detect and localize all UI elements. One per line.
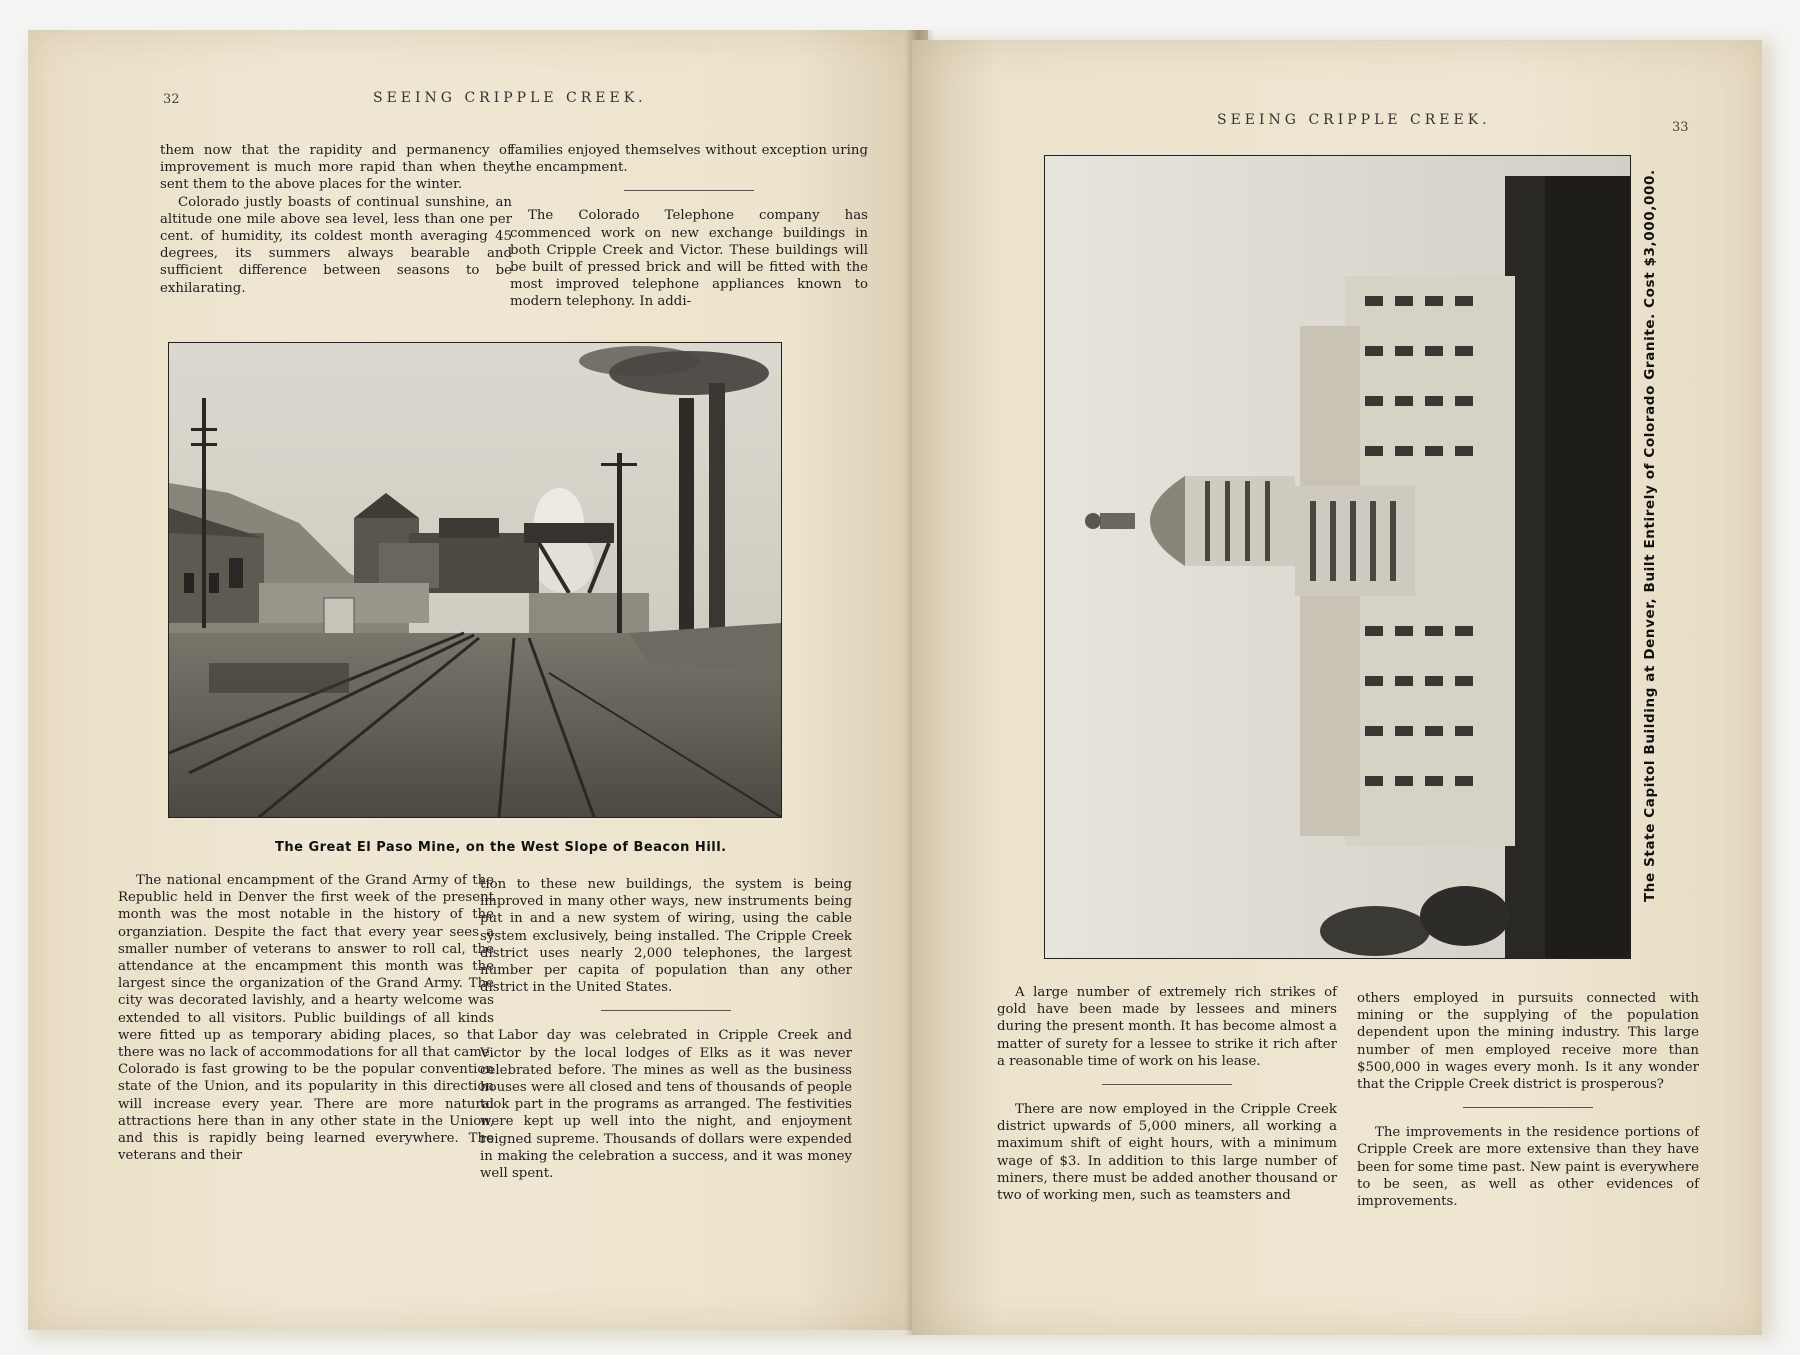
paragraph: families enjoyed themselves without exception uring the encampment. — [510, 143, 868, 176]
paragraph: tion to these new buildings, the system is being improved in many other ways, new instruments being put in and a new system of wiring, using the cable system exclusively, being installed. The Cripple Creek district uses nearly 2,000 telephones, the largest number per capita of population than any other district in the United States. — [480, 877, 852, 996]
paragraph: them now that the rapidity and permanency of improvement is much more rapid than when they sent them to the above places for the winter. — [160, 143, 512, 193]
page-number-left: 32 — [163, 92, 180, 107]
paragraph: Labor day was celebrated in Cripple Creek and Victor by the local lodges of Elks as it was never celebrated before. The mines as well as the business houses were all closed and tens of thousands of people took part in the programs as arranged. The festivities were kept up well into the night, and enjoyment reigned supreme. Thousands of dollars were expended in making the celebration a success, and it was money well spent. — [480, 1028, 852, 1182]
running-head-left: SEEING CRIPPLE CREEK. — [373, 90, 647, 106]
right-bottom-column-1 — [997, 984, 1337, 1204]
running-head-right: SEEING CRIPPLE CREEK. — [1217, 112, 1491, 128]
paragraph: There are now employed in the Cripple Creek district upwards of 5,000 miners, all working a maximum shift of eight hours, with a minimum wage of $3. In addition to this large number of miners, there must be added another thousand or two of working men, such as teamsters and — [997, 1102, 1337, 1204]
section-rule — [624, 190, 754, 191]
capitol-photo-illustration — [1045, 156, 1630, 958]
paragraph: The Colorado Telephone company has commenced work on new exchange buildings in both Cripple Creek and Victor. These buildings will be built of pressed brick and will be fitted with the most improved telephone appliances known to modern telephony. In addi- — [510, 208, 868, 310]
paragraph: The improvements in the residence portions of Cripple Creek are more extensive than they have been for some time past. New paint is everywhere to be seen, as well as other evidences of improvements. — [1357, 1125, 1699, 1210]
state-capitol-photo — [1044, 155, 1631, 959]
page-number-right: 33 — [1672, 120, 1689, 135]
left-top-column-2 — [510, 142, 868, 311]
section-rule — [1102, 1084, 1232, 1085]
left-bottom-column-2 — [480, 876, 852, 1182]
right-bottom-column-2 — [1357, 990, 1699, 1210]
el-paso-photo-caption: The Great El Paso Mine, on the West Slope of Beacon Hill. — [275, 840, 727, 855]
paragraph: others employed in pursuits connected with mining or the supplying of the population dependent upon the mining industry. This large number of men employed receive more than $500,000 in wages every monh. Is it any wonder that the Cripple Creek district is prosperous? — [1357, 991, 1699, 1093]
section-rule — [1463, 1107, 1593, 1108]
left-top-column-1 — [160, 142, 512, 297]
el-paso-mine-photo — [168, 342, 782, 818]
paragraph: Colorado justly boasts of continual sunshine, an altitude one mile above sea level, less than one per cent. of humidity, its coldest month averaging 45 degrees, its summers always bearable and sufficient difference between seasons to be exhilarating. — [160, 194, 512, 296]
paragraph: A large number of extremely rich strikes of gold have been made by lessees and miners during the present month. It has become almost a matter of surety for a lessee to strike it rich after a reasonable time of work on his lease. — [997, 985, 1337, 1069]
mine-photo-illustration — [169, 343, 781, 817]
paragraph: The national encampment of the Grand Army of the Republic held in Denver the first week of the present month was the most notable in the history of the organziation. Despite the fact that every year sees a smaller number of veterans to answer to roll cal, the attendance at the encampment this month was the largest since the organization of the Grand Army. The city was decorated lavishly, and a hearty welcome was extended to all visitors. Public buildings of all kinds were fitted up as temporary abiding places, so that there was no lack of accommodations for all that came. Colorado is fast growing to be the popular convention state of the Union, and its popularity in this direction will increase every year. There are more natural attractions here than in any other state in the Union, and this is rapidly being learned everywhere. The veterans and their — [118, 873, 494, 1164]
right-page — [912, 40, 1762, 1335]
left-bottom-column-1 — [118, 872, 494, 1164]
left-page — [28, 30, 928, 1330]
capitol-photo-caption: The State Capitol Building at Denver, Built Entirely of Colorado Granite. Cost $3,000,000. — [1642, 169, 1658, 902]
section-rule — [601, 1010, 731, 1011]
